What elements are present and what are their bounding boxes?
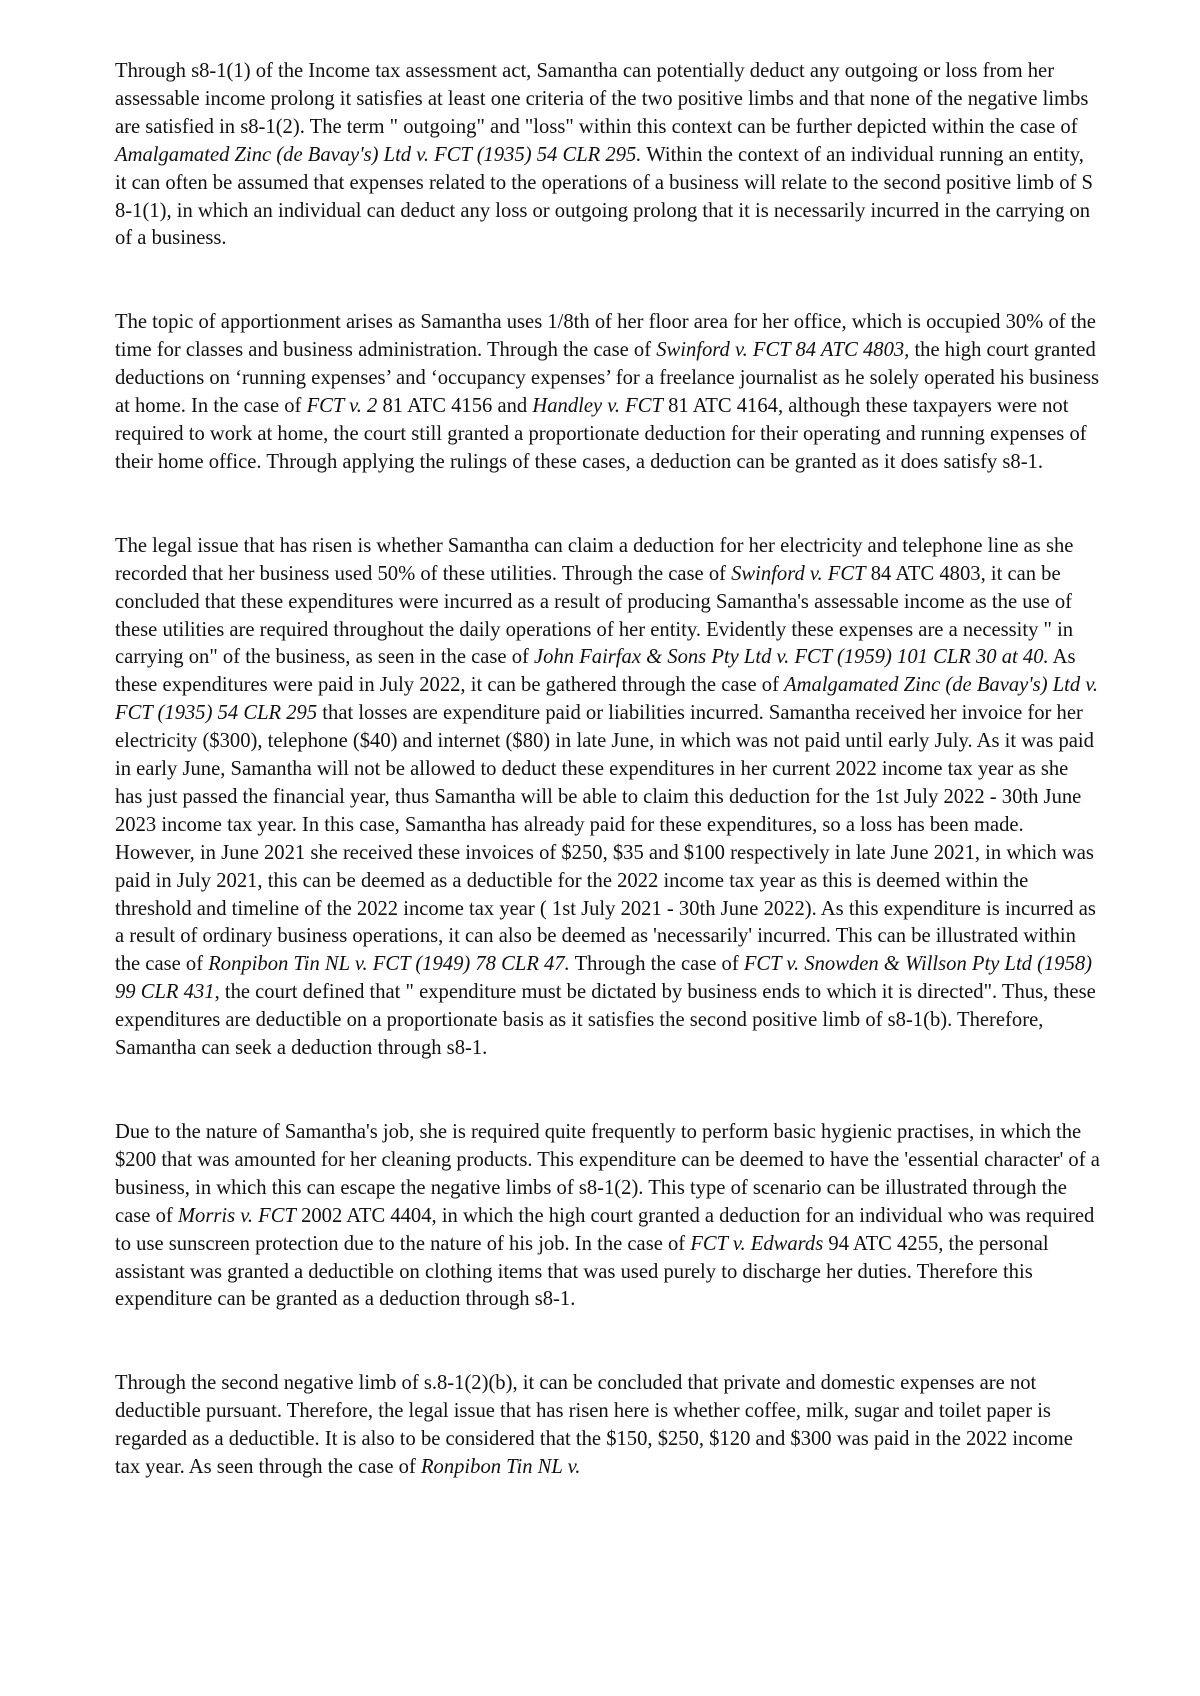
paragraph-text: As these expenditures were paid in July 2022, it can be gathered through the case of (115, 646, 1076, 697)
paragraph-text: 94 ATC 4255, the personal assistant was granted a deductible on clothing items that was used purely to discharge her duties. Therefore this expenditure can be granted as a deduction through s8-1. (115, 1232, 1049, 1311)
document-body (115, 58, 1100, 1482)
case-citation: FCT v. Snowden & Willson Pty Ltd (1958) 99 CLR 431 (115, 953, 1093, 1004)
case-citation: FCT v. 2 (306, 395, 378, 418)
paragraph-text: 81 ATC 4156 and (377, 395, 533, 418)
paragraph-text: Through the second negative limb of s.8-1(2)(b), it can be concluded that private and domestic expenses are not deductible pursuant. Therefore, the legal issue that has risen here is whether coffee, milk, sugar and toilet paper is regarded as a deductible. It is also to be considered that the $150, $250, $120 and $300 was paid in the 2022 income tax year. As seen through the case of (115, 1372, 1073, 1479)
case-citation: Amalgamated Zinc (de Bavay's) Ltd v. FCT (1935) 54 CLR 295 (115, 674, 1099, 725)
case-citation: Swinford v. FCT 84 ATC 4803, (656, 339, 910, 362)
paragraph-3 (115, 533, 1100, 1063)
paragraph-2 (115, 309, 1100, 476)
paragraph-text: , the court defined that " expenditure must be dictated by business ends to which it is directed". Thus, these expenditures are deductible on a proportionate basis as it satisfies the second positive limb of s8-1(b). Therefore, Samantha can seek a deduction through s8-1. (115, 981, 1096, 1060)
paragraph-text: The legal issue that has risen is whether Samantha can claim a deduction for her electricity and telephone line as she recorded that her business used 50% of these utilities. Through the case of (115, 534, 1074, 585)
paragraph-5 (115, 1370, 1100, 1482)
case-citation: Ronpibon Tin NL v. (420, 1456, 581, 1479)
paragraph-text: Through s8-1(1) of the Income tax assessment act, Samantha can potentially deduct any outgoing or loss from her assessable income prolong it satisfies at least one criteria of the two positive limbs and that none of the negative limbs are satisfied in s8-1(2). The term " outgoing" and "loss" within this context can be further depicted within the case of (115, 60, 1089, 138)
case-citation: Morris v. FCT (177, 1204, 296, 1227)
paragraph-1 (115, 58, 1100, 253)
case-citation: Ronpibon Tin NL v. FCT (1949) 78 CLR 47. (208, 953, 570, 976)
paragraph-text: the high court granted deductions on ‘running expenses’ and ‘occupancy expenses’ for a freelance journalist as he solely operated his business at home. In the case of (115, 339, 1099, 418)
paragraph-4 (115, 1119, 1100, 1314)
case-citation: Handley v. FCT (532, 395, 663, 418)
case-citation: Amalgamated Zinc (de Bavay's) Ltd v. FCT (1935) 54 CLR 295. (115, 143, 642, 166)
paragraph-text: Within the context of an individual running an entity, it can often be assumed that expenses related to the operations of a business will relate to the second positive limb of S 8-1(1), in which an individual can deduct any loss or outgoing prolong that it is necessarily incurred in the carrying on of a business. (115, 143, 1093, 250)
paragraph-text: that losses are expenditure paid or liabilities incurred. Samantha received her invoice for her electricity ($300), telephone ($40) and internet ($80) in late June, in which was not paid until early July. As it was paid in early June, Samantha will not be allowed to deduct these expenditures in her current 2022 income tax year as she has just passed the financial year, thus Samantha will be able to claim this deduction for the 1st July 2022 - 30th June 2023 income tax year. In this case, Samantha has already paid for these expenditures, so a loss has been made. However, in June 2021 she received these invoices of $250, $35 and $100 respectively in late June 2021, in which was paid in July 2021, this can be deemed as a deductible for the 2022 income tax year as this is deemed within the threshold and timeline of the 2022 income tax year ( 1st July 2021 - 30th June 2022). As this expenditure is incurred as a result of ordinary business operations, it can also be deemed as 'necessarily' incurred. This can be illustrated within the case of (115, 702, 1096, 976)
paragraph-text: 2002 ATC 4404, in which the high court granted a deduction for an individual who was required to use sunscreen protection due to the nature of his job. In the case of (115, 1204, 1095, 1255)
paragraph-text: The topic of apportionment arises as Samantha uses 1/8th of her floor area for her office, which is occupied 30% of the time for classes and business administration. Through the case of (115, 311, 1096, 362)
paragraph-text: 81 ATC 4164, although these taxpayers were not required to work at home, the court still granted a proportionate deduction for their operating and running expenses of their home office. Through applying the rulings of these cases, a deduction can be granted as it does satisfy s8-1. (115, 395, 1087, 473)
case-citation: FCT v. Edwards (690, 1232, 824, 1255)
case-citation: Swinford v. FCT (731, 562, 866, 585)
paragraph-text: 84 ATC 4803, it can be concluded that these expenditures were incurred as a result of producing Samantha's assessable income as the use of these utilities are required throughout the daily operations of her entity. Evidently these expenses are a necessity " in carrying on" of the business, as seen in the case of (115, 562, 1074, 669)
case-citation: John Fairfax & Sons Pty Ltd v. FCT (1959) 101 CLR 30 at 40. (534, 646, 1049, 669)
paragraph-text: Through the case of (569, 953, 744, 976)
paragraph-text: Due to the nature of Samantha's job, she is required quite frequently to perform basic hygienic practises, in which the $200 that was amounted for her cleaning products. This expenditure can be deemed to have the 'essential character' of a business, in which this can escape the negative limbs of s8-1(2). This type of scenario can be illustrated through the case of (115, 1121, 1100, 1227)
